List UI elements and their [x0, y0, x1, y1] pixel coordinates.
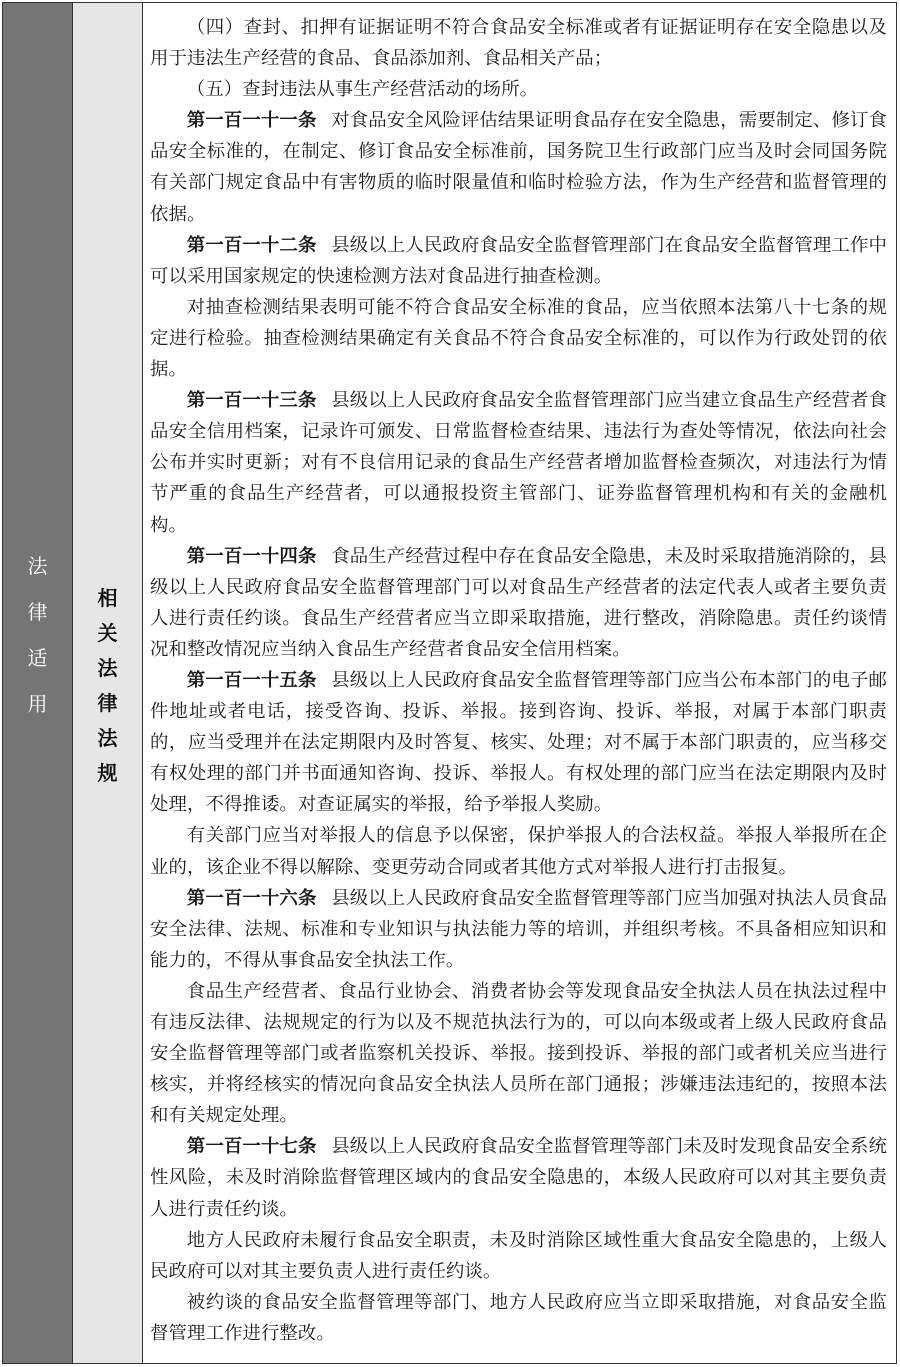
article-number: 第一百一十七条 [186, 1136, 317, 1158]
article-number: 第一百一十三条 [186, 390, 317, 412]
paragraph-text: 县级以上人民政府食品安全监督管理部门在食品安全监督管理工作中可以采用国家规定的快速检测方法对食品进行抽查检测。 [150, 234, 887, 287]
paragraph-text: 县级以上人民政府食品安全监督管理部门应当建立食品生产经营者食品安全信用档案，记录许可颁发、日常监督检查结果、违法行为查处等情况，依法向社会公布并实时更新；对有不良信用记录的食品生产经营者增加监督检查频次，对违法行为情节严重的食品生产经营者，可以通报投资主管部门、证券监督管理机构和有关的金融机构。 [150, 390, 887, 536]
subcategory-char: 规 [97, 761, 118, 785]
law-paragraph [150, 541, 887, 665]
article-number: 第一百一十六条 [186, 887, 317, 909]
category-char: 律 [27, 600, 48, 624]
law-paragraph [150, 1225, 887, 1287]
article-number: 第一百一十四条 [186, 545, 317, 567]
law-paragraph [150, 820, 887, 882]
category-label [3, 543, 72, 727]
law-paragraph [150, 105, 887, 229]
law-paragraph [150, 230, 887, 292]
category-char: 法 [27, 554, 48, 578]
paragraph-text: 地方人民政府未履行食品安全职责，未及时消除区域性重大食品安全隐患的，上级人民政府可以对其主要负责人进行责任约谈。 [150, 1229, 887, 1282]
law-paragraph [150, 883, 887, 976]
paragraph-text: （四）查封、扣押有证据证明不符合食品安全标准或者有证据证明存在安全隐患以及用于违法生产经营的食品、食品添加剂、食品相关产品； [150, 17, 887, 70]
law-paragraph [150, 74, 887, 105]
subcategory-char: 法 [97, 726, 118, 750]
paragraph-text: 有关部门应当对举报人的信息予以保密，保护举报人的合法权益。举报人举报所在企业的，该企业不得以解除、变更劳动合同或者其他方式对举报人进行打击报复。 [150, 825, 887, 878]
law-paragraph [150, 292, 887, 385]
paragraph-text: 县级以上人民政府食品安全监督管理等部门未及时发现食品安全系统性风险，未及时消除监督管理区域内的食品安全隐患的，本级人民政府可以对其主要负责人进行责任约谈。 [150, 1136, 887, 1220]
article-number: 第一百一十一条 [186, 110, 317, 132]
category-column [3, 3, 73, 1363]
subcategory-char: 关 [97, 621, 118, 645]
law-paragraph [150, 1131, 887, 1224]
paragraph-text: 对抽查检测结果表明可能不符合食品安全标准的食品，应当依照本法第八十七条的规定进行检验。抽查检测结果确定有关食品不符合食品安全标准的，可以作为行政处罚的依据。 [150, 296, 887, 381]
subcategory-char: 相 [97, 586, 118, 610]
subcategory-label [73, 581, 142, 791]
subcategory-char: 律 [97, 691, 118, 715]
article-number: 第一百一十二条 [186, 234, 317, 256]
law-paragraph [150, 12, 887, 74]
law-paragraph [150, 1287, 887, 1349]
article-number: 第一百一十五条 [186, 669, 317, 691]
category-char: 用 [27, 692, 48, 716]
paragraph-text: 食品生产经营者、食品行业协会、消费者协会等发现食品安全执法人员在执法过程中有违反法律、法规规定的行为以及不规范执法行为的，可以向本级或者上级人民政府食品安全监督管理等部门或者监察机关投诉、举报。接到投诉、举报的部门或者机关应当进行核实，并将经核实的情况向食品安全执法人员所在部门通报；涉嫌违法违纪的，按照本法和有关规定处理。 [150, 980, 887, 1127]
paragraph-text: （五）查封违法从事生产经营活动的场所。 [186, 79, 539, 101]
paragraph-text: 被约谈的食品安全监督管理等部门、地方人民政府应当立即采取措施，对食品安全监督管理工作进行整改。 [150, 1291, 887, 1344]
law-text-content [150, 12, 887, 1349]
category-char: 适 [27, 646, 48, 670]
paragraph-text: 县级以上人民政府食品安全监督管理等部门应当公布本部门的电子邮件地址或者电话，接受咨询、投诉、举报。接到咨询、投诉、举报，对属于本部门职责的，应当受理并在法定期限内及时答复、核实、处理；对不属于本部门职责的，应当移交有权处理的部门并书面通知咨询、投诉、举报人。有权处理的部门应当在法定期限内及时处理，不得推诿。对查证属实的举报，给予举报人奖励。 [150, 669, 887, 816]
subcategory-column [73, 3, 143, 1363]
law-paragraph [150, 976, 887, 1131]
paragraph-text: 县级以上人民政府食品安全监督管理等部门应当加强对执法人员食品安全法律、法规、标准和专业知识与执法能力等的培训，并组织考核。不具备相应知识和能力的，不得从事食品安全执法工作。 [150, 887, 887, 971]
law-paragraph [150, 385, 887, 540]
subcategory-char: 法 [97, 656, 118, 680]
paragraph-text: 食品生产经营过程中存在食品安全隐患，未及时采取措施消除的，县级以上人民政府食品安全监督管理部门可以对食品生产经营者的法定代表人或者主要负责人进行责任约谈。食品生产经营者应当立即采取措施，进行整改，消除隐患。责任约谈情况和整改情况应当纳入食品生产经营者食品安全信用档案。 [150, 545, 887, 660]
law-paragraph [150, 665, 887, 820]
paragraph-text: 对食品安全风险评估结果证明食品存在安全隐患，需要制定、修订食品安全标准的，在制定、修订食品安全标准前，国务院卫生行政部门应当及时会同国务院有关部门规定食品中有害物质的临时限量值和临时检验方法，作为生产经营和监督管理的依据。 [150, 110, 887, 225]
